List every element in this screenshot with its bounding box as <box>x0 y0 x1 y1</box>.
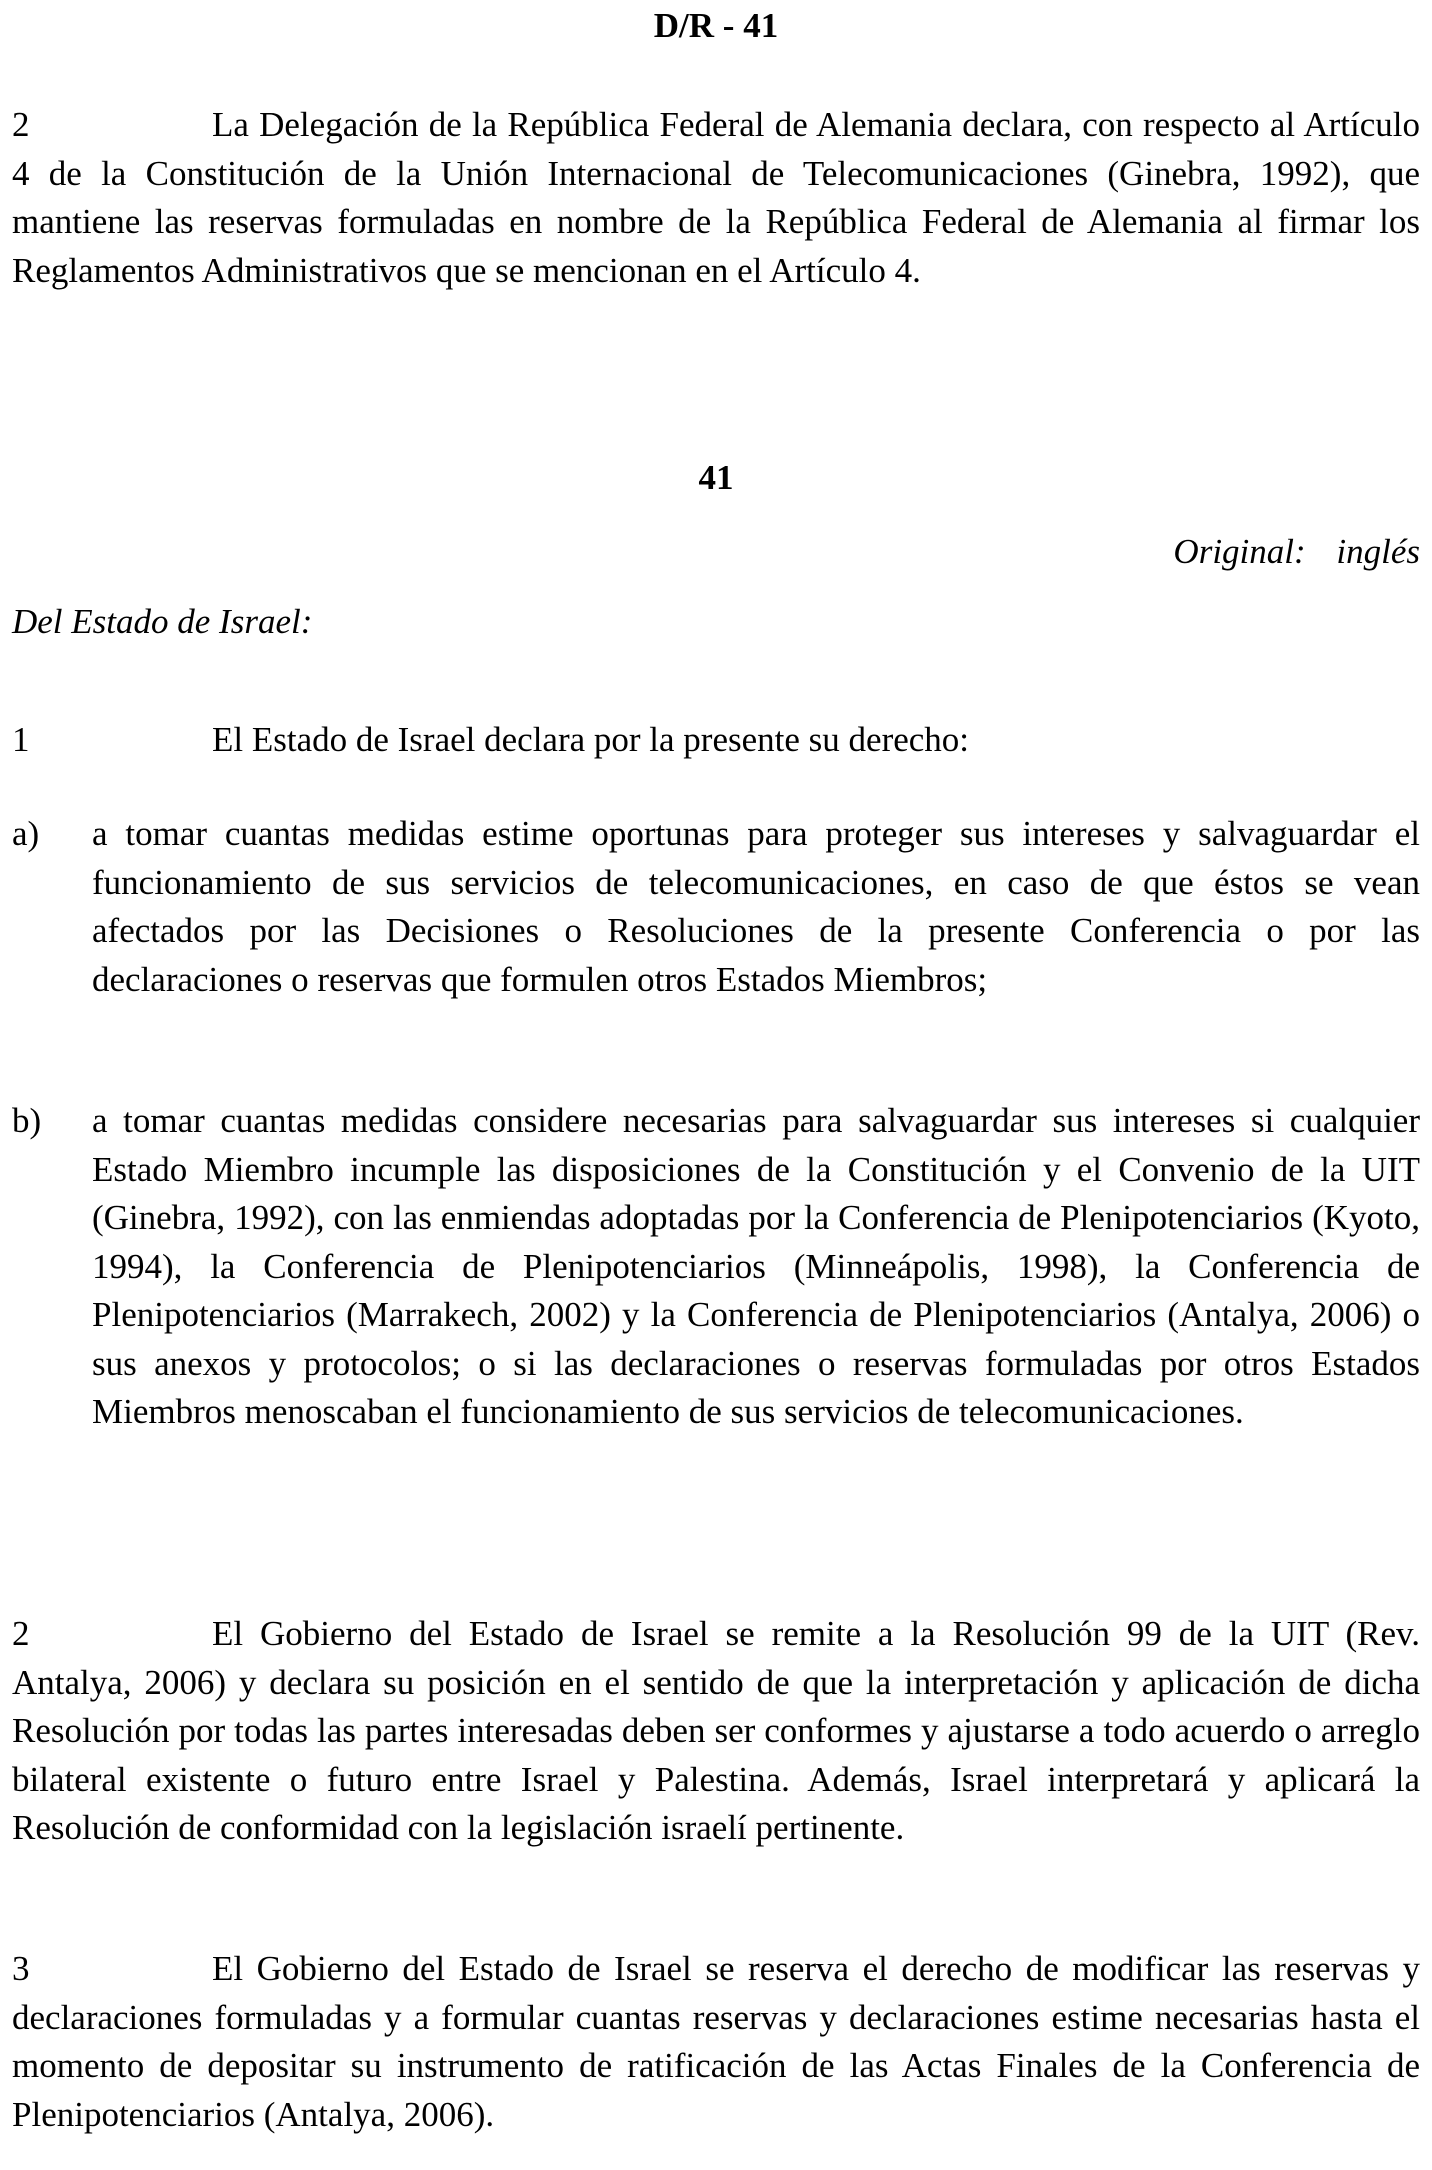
list-item-a <box>12 810 1420 1004</box>
paragraph-2 <box>12 1610 1420 1853</box>
paragraph-3-text: El Gobierno del Estado de Israel se reserva el derecho de modificar las reservas y declaraciones formuladas y a formular cuantas reservas y declaraciones estime necesarias hasta el momento de depositar su instrumento de ratificación de las Actas Finales de la Conferencia de Plenipotenciarios (Antalya, 2006). <box>12 1949 1420 2134</box>
list-item-text: a tomar cuantas medidas considere necesarias para salvaguardar sus intereses si cualquier Estado Miembro incumple las disposiciones de la Constitución y el Convenio de la UIT (Ginebra, 1992), con las enmiendas adoptadas por la Conferencia de Plenipotenciarios (Kyoto, 1994), la Conferencia de Plenipotenciarios (Minneápolis, 1998), la Conferencia de Plenipotenciarios (Marrakech, 2002) y la Conferencia de Plenipotenciarios (Antalya, 2006) o sus anexos y protocolos; o si las declaraciones o reservas formuladas por otros Estados Miembros menoscaban el funcionamiento de sus servicios de telecomunicaciones. <box>92 1101 1420 1431</box>
list-item-label: a) <box>12 814 40 853</box>
intro-paragraph <box>12 101 1420 295</box>
intro-paragraph-number: 2 <box>12 105 30 144</box>
list-item-b <box>12 1097 1420 1437</box>
paragraph-1-text: El Estado de Israel declara por la presente su derecho: <box>212 720 970 759</box>
paragraph-3-number: 3 <box>12 1949 30 1988</box>
paragraph-1 <box>12 716 1420 765</box>
intro-paragraph-text: La Delegación de la República Federal de Alemania declara, con respecto al Artículo 4 de la Constitución de la Unión Internacional de Telecomunicaciones (Ginebra, 1992), que mantiene las reservas formuladas en nombre de la República Federal de Alemania al firmar los Reglamentos Administrativos que se mencionan en el Artículo 4. <box>12 105 1420 290</box>
document-header: D/R - 41 <box>653 6 779 45</box>
paragraph-2-text: El Gobierno del Estado de Israel se remite a la Resolución 99 de la UIT (Rev. Antalya, 2006) y declara su posición en el sentido de que la interpretación y aplicación de dicha Resolución por todas las partes interesadas deben ser conformes y ajustarse a todo acuerdo o arreglo bilateral existente o futuro entre Israel y Palestina. Además, Israel interpretará y aplicará la Resolución de conformidad con la legislación israelí pertinente. <box>12 1614 1420 1847</box>
paragraph-2-number: 2 <box>12 1614 30 1653</box>
paragraph-3 <box>12 1945 1420 2139</box>
section-origin: Del Estado de Israel: <box>12 602 313 641</box>
list-item-label: b) <box>12 1101 42 1140</box>
section-number: 41 <box>698 458 734 497</box>
original-language-note: Original: inglés <box>1173 532 1420 571</box>
paragraph-1-number: 1 <box>12 720 30 759</box>
list-item-text: a tomar cuantas medidas estime oportunas para proteger sus intereses y salvaguardar el funcionamiento de sus servicios de telecomunicaciones, en caso de que éstos se vean afectados por las Decisiones o Resoluciones de la presente Conferencia o por las declaraciones o reservas que formulen otros Estados Miembros; <box>92 814 1420 999</box>
